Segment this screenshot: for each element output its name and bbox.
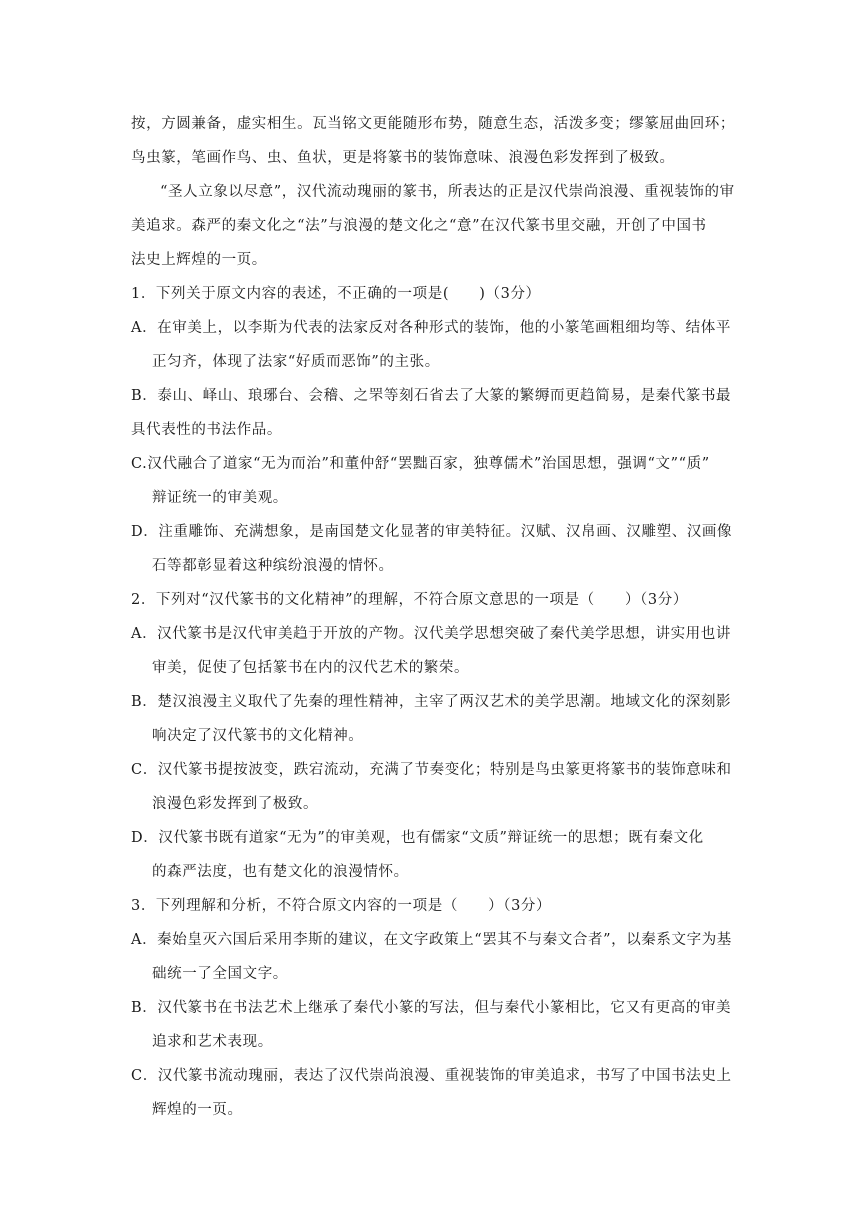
option-line: A．在审美上，以李斯为代表的法家反对各种形式的装饰，他的小篆笔画粗细均等、结体平 (131, 320, 731, 336)
option-line: C．汉代篆书提按波变，跌宕流动，充满了节奏变化；特别是鸟虫篆更将篆书的装饰意味和 (131, 762, 732, 778)
option-line: 追求和艺术表现。 (152, 1034, 273, 1050)
question-stem: 3．下列理解和分析，不符合原文内容的一项是（ ）（3分） (131, 898, 552, 914)
option-line: 具代表性的书法作品。 (131, 422, 282, 438)
option-line: D．注重雕饰、充满想象，是南国楚文化显著的审美特征。汉赋、汉帛画、汉雕塑、汉画像 (131, 524, 733, 540)
option-b (131, 685, 733, 753)
option-line: 辉煌的一页。 (152, 1102, 243, 1118)
option-c (131, 1059, 733, 1127)
intro-paragraph-2 (131, 175, 733, 277)
question-1 (131, 277, 733, 583)
option-line: 石等都彰显着这种缤纷浪漫的情怀。 (152, 558, 394, 574)
option-d (131, 515, 733, 583)
page-content (131, 107, 733, 1127)
option-c (131, 753, 733, 821)
text-line: 美追求。森严的秦文化之“法”与浪漫的楚文化之“意”在汉代篆书里交融，开创了中国书 (131, 218, 707, 234)
text-line: “圣人立象以尽意”，汉代流动瑰丽的篆书，所表达的正是汉代崇尚浪漫、重视装饰的审 (160, 184, 735, 200)
option-line: 审美，促使了包括篆书在内的汉代艺术的繁荣。 (152, 660, 470, 676)
text-line: 鸟虫篆，笔画作鸟、虫、鱼状，更是将篆书的装饰意味、浪漫色彩发挥到了极致。 (131, 150, 675, 166)
option-line: A．汉代篆书是汉代审美趋于开放的产物。汉代美学思想突破了秦代美学思想，讲实用也讲 (131, 626, 731, 642)
question-stem: 2．下列对“汉代篆书的文化精神”的理解，不符合原文意思的一项是（ ）（3分） (131, 592, 688, 608)
intro-paragraph-1 (131, 107, 733, 175)
option-line: B．楚汉浪漫主义取代了先秦的理性精神，主宰了两汉艺术的美学思潮。地域文化的深刻影 (131, 694, 732, 710)
option-c (131, 447, 733, 515)
option-line: B．汉代篆书在书法艺术上继承了秦代小篆的写法，但与秦代小篆相比，它又有更高的审美 (131, 1000, 732, 1016)
option-b (131, 379, 733, 447)
option-line: 正匀齐，体现了法家“好质而恶饰”的主张。 (152, 354, 440, 370)
option-line: A．秦始皇灭六国后采用李斯的建议，在文字政策上“罢其不与秦文合者”，以秦系文字为基 (131, 932, 732, 948)
option-line: B．泰山、峄山、琅琊台、会稽、之罘等刻石省去了大篆的繁缛而更趋简易，是秦代篆书最 (131, 388, 732, 404)
option-line: C.汉代融合了道家“无为而治”和董仲舒“罢黜百家，独尊儒术”治国思想，强调“文”“质” (131, 456, 710, 472)
question-2 (131, 583, 733, 889)
option-line: 响决定了汉代篆书的文化精神。 (152, 728, 364, 744)
option-line: D．汉代篆书既有道家“无为”的审美观，也有儒家“文质”辩证统一的思想；既有秦文化 (131, 830, 704, 846)
option-line: 础统一了全国文字。 (152, 966, 288, 982)
option-a (131, 311, 733, 379)
option-d (131, 821, 733, 889)
question-3 (131, 889, 733, 1127)
question-stem: 1．下列关于原文内容的表述，不正确的一项是( )（3分） (131, 286, 541, 302)
option-line: 浪漫色彩发挥到了极致。 (152, 796, 319, 812)
text-line: 按，方圆兼备，虚实相生。瓦当铭文更能随形布势，随意生态，活泼多变；缪篆屈曲回环； (131, 116, 735, 132)
option-line: 辩证统一的审美观。 (152, 490, 288, 506)
option-a (131, 617, 733, 685)
option-line: C．汉代篆书流动瑰丽，表达了汉代崇尚浪漫、重视装饰的审美追求，书写了中国书法史上 (131, 1068, 732, 1084)
text-line: 法史上辉煌的一页。 (131, 252, 267, 268)
option-a (131, 923, 733, 991)
option-line: 的森严法度，也有楚文化的浪漫情怀。 (152, 864, 409, 880)
option-b (131, 991, 733, 1059)
